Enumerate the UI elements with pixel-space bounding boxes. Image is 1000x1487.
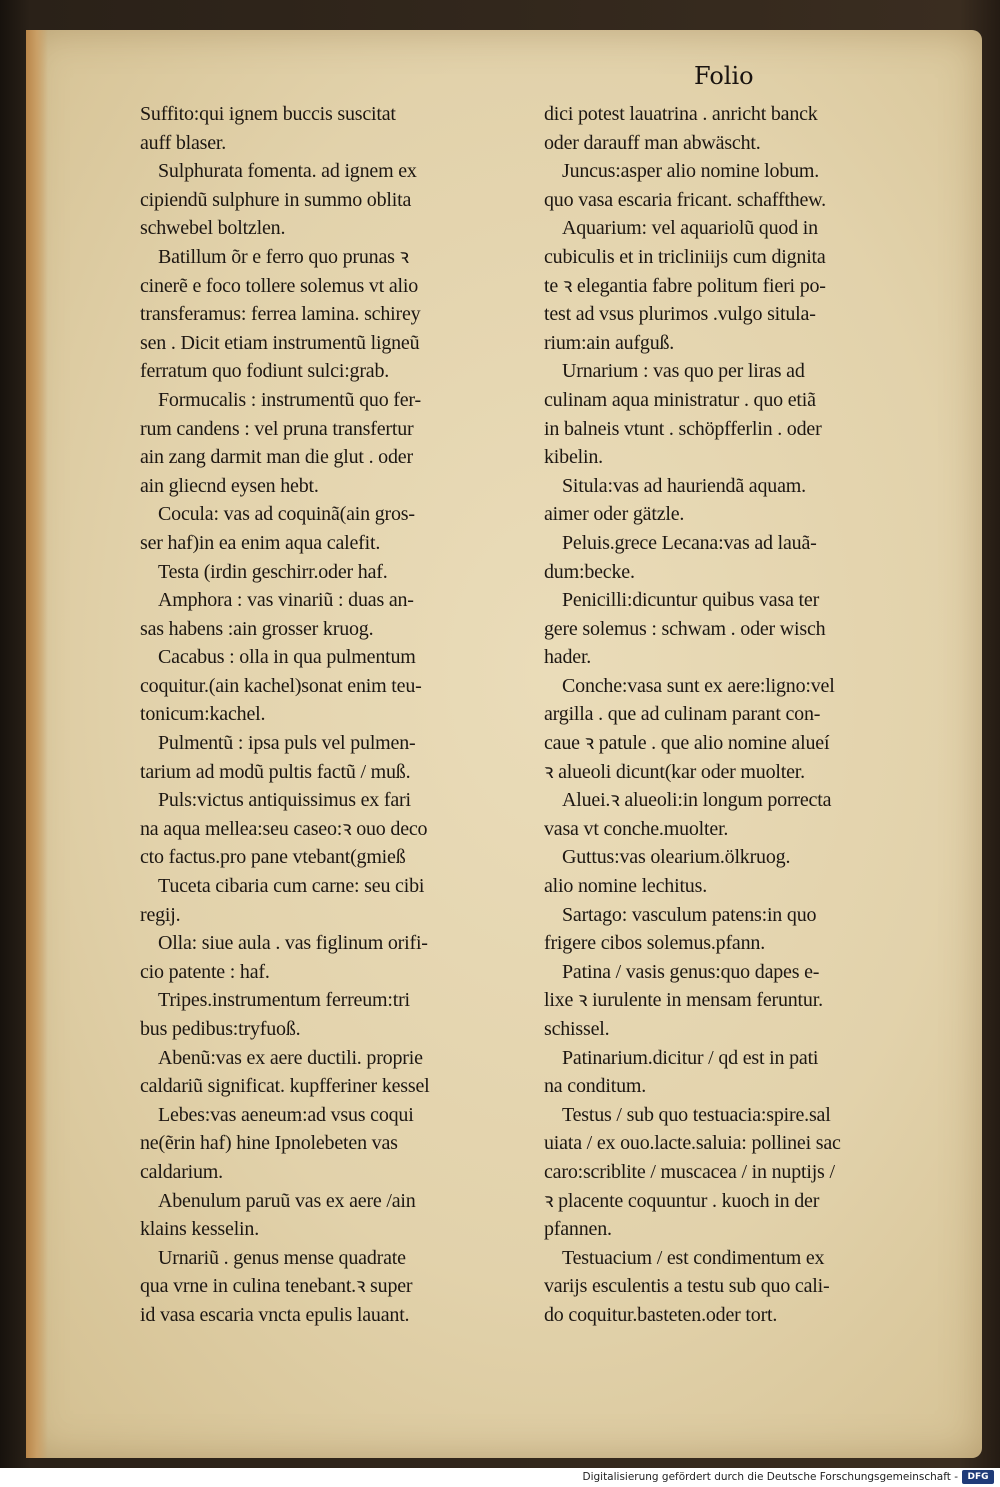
text-line: Abenũ:vas ex aere ductili. proprie (158, 1046, 423, 1069)
text-line: Sartago: vasculum patens:in quo (562, 903, 817, 926)
text-line: ser haf)in ea enim aqua calefit. (140, 531, 381, 554)
text-line: oder darauff man abwäscht. (544, 131, 761, 154)
text-line: schissel. (544, 1018, 610, 1040)
text-line: Tripes.instrumentum ferreum:tri (158, 989, 410, 1012)
text-line: Conche:vasa sunt ex aere:ligno:vel (562, 674, 835, 697)
text-line: schwebel boltzlen. (140, 217, 286, 240)
funding-notice: Digitalisierung gefördert durch die Deutsche Forschungsgemeinschaft - (582, 1471, 958, 1483)
text-line: ꝛ placente coquuntur . kuoch in der (544, 1189, 820, 1212)
dfg-logo: DFG (962, 1470, 994, 1484)
text-line: quo vasa escaria fricant. schaffthew. (544, 188, 826, 211)
text-line: ain gliecnd eysen hebt. (140, 474, 319, 497)
text-line: Pulmentũ : ipsa puls vel pulmen- (158, 732, 416, 755)
text-line: vasa vt conche.muolter. (544, 817, 729, 840)
text-line: Testuacium / est condimentum ex (562, 1246, 825, 1269)
text-line: dici potest lauatrina . anricht banck (544, 103, 818, 125)
text-line: klains kesselin. (140, 1218, 260, 1241)
text-line: id vasa escaria vncta epulis lauant. (140, 1303, 410, 1326)
text-line: hader. (544, 646, 592, 669)
text-line: sen . Dicit etiam instrumentũ ligneũ (140, 331, 420, 354)
text-line: uiata / ex ouo.lacte.saluia: pollinei sac (544, 1132, 841, 1155)
text-line: Suffito:qui ignem buccis suscitat (140, 103, 396, 125)
text-line: Lebes:vas aeneum:ad vsus coqui (158, 1103, 414, 1126)
text-line: te ꝛ elegantia fabre politum fieri po- (544, 274, 826, 297)
text-line: cinerẽ e foco tollere solemus vt alio (140, 274, 419, 297)
text-line: ꝛ alueoli dicunt(kar oder muolter. (544, 760, 805, 783)
footer-bar (0, 1468, 1000, 1487)
text-line: Patinarium.dicitur / qd est in pati (562, 1046, 819, 1069)
text-line: Cocula: vas ad coquinã(ain gros- (158, 503, 415, 526)
text-line: coquitur.(ain kachel)sonat enim teu- (140, 674, 422, 697)
text-line: Cacabus : olla in qua pulmentum (158, 646, 416, 669)
text-line: Sulphurata fomenta. ad ignem ex (158, 160, 417, 183)
text-line: Aquarium: vel aquariolũ quod in (562, 217, 818, 240)
text-line: transferamus: ferrea lamina. schirey (140, 303, 421, 326)
text-line: do coquitur.basteten.oder tort. (544, 1303, 778, 1326)
text-line: caldariũ significat. kupfferiner kessel (140, 1075, 430, 1098)
text-line: Juncus:asper alio nomine lobum. (562, 160, 820, 183)
text-line: ne(ẽrin haf) hine Ipnolebeten vas (140, 1132, 398, 1155)
text-line: tarium ad modũ pultis factũ / muß. (140, 760, 411, 783)
text-line: pfannen. (544, 1218, 612, 1241)
right-text-column (544, 100, 936, 1330)
text-line: Aluei.ꝛ alueoli:in longum porrecta (562, 789, 832, 812)
text-line: Penicilli:dicuntur quibus vasa ter (562, 589, 820, 612)
text-line: Olla: siue aula . vas figlinum orifi- (158, 932, 428, 955)
text-line: Testus / sub quo testuacia:spire.sal (562, 1103, 831, 1126)
text-line: argilla . que ad culinam parant con- (544, 703, 821, 726)
text-line: Urnarium : vas quo per liras ad (562, 360, 805, 383)
text-line: cto factus.pro pane vtebant(gmieß (140, 846, 406, 869)
text-line: aimer oder gätzle. (544, 503, 685, 526)
text-line: Situla:vas ad hauriendã aquam. (562, 474, 806, 497)
text-line: Puls:victus antiquissimus ex fari (158, 789, 411, 812)
text-line: regij. (140, 903, 181, 926)
text-line: Formucalis : instrumentũ quo fer- (158, 388, 421, 411)
text-line: qua vrne in culina tenebant.ꝛ super (140, 1275, 413, 1298)
text-line: alio nomine lechitus. (544, 875, 707, 898)
text-line: rum candens : vel pruna transfertur (140, 417, 414, 440)
text-line: Peluis.grece Lecana:vas ad lauã- (562, 531, 817, 554)
page-edge (26, 30, 48, 1458)
text-line: Batillum õr e ferro quo prunas ꝛ (158, 245, 409, 268)
text-line: Tuceta cibaria cum carne: seu cibi (158, 875, 425, 898)
text-line: cipiendũ sulphure in summo oblita (140, 188, 412, 211)
text-line: Patina / vasis genus:quo dapes e- (562, 960, 820, 983)
text-line: Guttus:vas olearium.ölkruog. (562, 846, 791, 869)
text-line: varijs esculentis a testu sub quo cali- (544, 1275, 830, 1298)
text-line: Amphora : vas vinariũ : duas an- (158, 589, 414, 612)
text-line: lixe ꝛ iurulente in mensam feruntur. (544, 989, 823, 1012)
text-line: auff blaser. (140, 131, 227, 154)
text-line: test ad vsus plurimos .vulgo situla- (544, 303, 816, 326)
text-line: dum:becke. (544, 560, 635, 583)
left-text-column (140, 100, 535, 1330)
text-line: gere solemus : schwam . oder wisch (544, 617, 826, 640)
text-line: kibelin. (544, 446, 603, 469)
text-line: frigere cibos solemus.pfann. (544, 932, 766, 955)
text-line: cio patente : haf. (140, 960, 270, 983)
text-line: Urnariũ . genus mense quadrate (158, 1246, 406, 1269)
text-line: Testa (irdin geschirr.oder haf. (158, 560, 388, 583)
text-line: ferratum quo fodiunt sulci:grab. (140, 360, 390, 383)
text-line: caldarium. (140, 1160, 223, 1183)
text-line: caue ꝛ patule . que alio nomine alueí (544, 732, 830, 755)
text-line: bus pedibus:tryfuoß. (140, 1018, 301, 1040)
text-line: cubiculis et in tricliniijs cum dignita (544, 245, 826, 268)
text-line: in balneis vtunt . schöpfferlin . oder (544, 417, 822, 440)
text-line: Abenulum paruũ vas ex aere /ain (158, 1189, 416, 1212)
text-line: na conditum. (544, 1075, 647, 1098)
folio-header: Folio (694, 62, 754, 90)
text-line: rium:ain aufguß. (544, 331, 675, 354)
text-line: sas habens :ain grosser kruog. (140, 617, 374, 640)
text-line: tonicum:kachel. (140, 703, 266, 726)
text-line: ain zang darmit man die glut . oder (140, 446, 413, 469)
text-line: caro:scriblite / muscacea / in nuptijs / (544, 1160, 835, 1183)
text-line: na aqua mellea:seu caseo:ꝛ ouo deco (140, 817, 428, 840)
text-line: culinam aqua ministratur . quo etiã (544, 388, 816, 411)
